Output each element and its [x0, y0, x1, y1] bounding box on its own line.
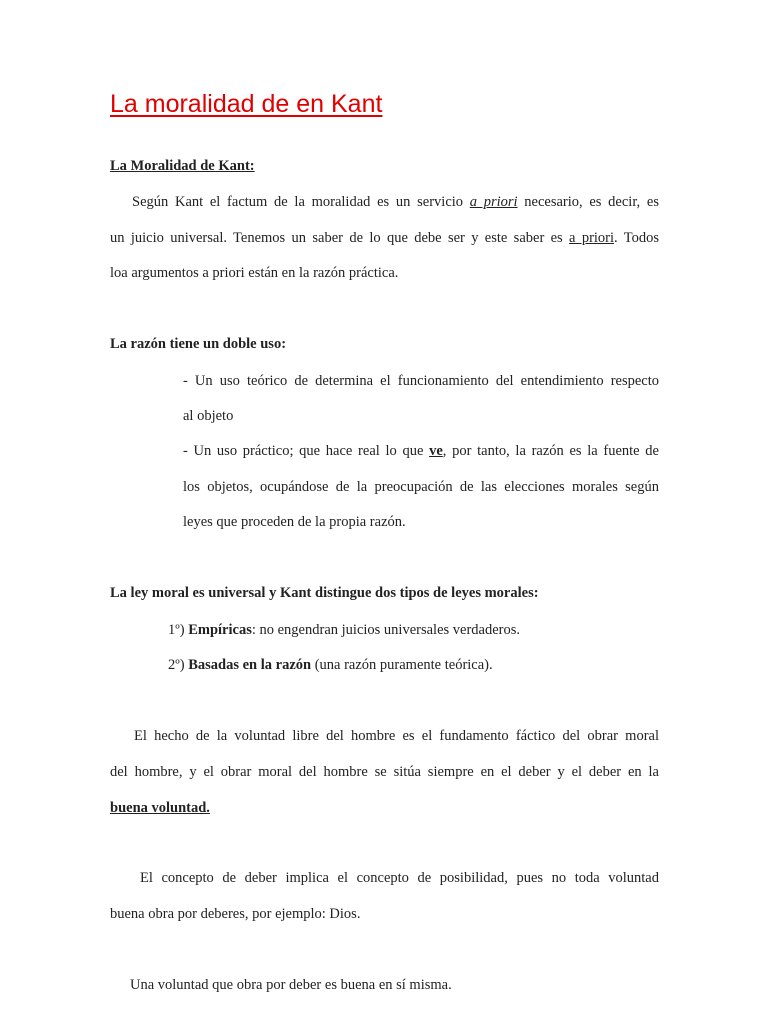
- text-run: El hecho de la voluntad libre del hombre es el fundamento fáctico del obrar moral: [134, 728, 659, 744]
- list-item-line: al objeto: [183, 408, 234, 424]
- section-heading-razon: La razón tiene un doble uso:: [110, 336, 287, 352]
- term-basadas-razon: Basadas en la razón: [188, 657, 312, 673]
- list-item-basadas: [168, 656, 493, 674]
- text-run: necesario, es decir, es: [517, 194, 659, 210]
- paragraph-line: [110, 229, 659, 247]
- document-title: La moralidad de en Kant: [110, 90, 383, 118]
- item-number: 2º): [168, 657, 189, 673]
- underlined-ve: ve: [429, 443, 443, 459]
- text-run: : no engendran juicios universales verdaderos.: [251, 622, 521, 638]
- text-run: - Un uso práctico; que hace real lo que: [183, 443, 430, 459]
- emphasis-a-priori: a priori: [469, 194, 518, 210]
- paragraph-line: [110, 193, 659, 211]
- list-item-line: leyes que proceden de la propia razón.: [183, 514, 406, 530]
- list-item-line: - Un uso teórico de determina el funcionamiento del entendimiento respecto: [183, 373, 659, 389]
- item-number: 1º): [168, 622, 189, 638]
- paragraph-line: [110, 869, 659, 887]
- term-empiricas: Empíricas: [188, 622, 252, 638]
- paragraph-line: buena obra por deberes, por ejemplo: Dios.: [110, 906, 361, 922]
- list-item-line: [183, 442, 659, 460]
- text-run: , por tanto, la razón es la fuente de: [442, 443, 659, 459]
- section-heading-ley-moral: La ley moral es universal y Kant distingue dos tipos de leyes morales:: [110, 585, 539, 601]
- paragraph-line: del hombre, y el obrar moral del hombre se sitúa siempre en el deber y el deber en la: [110, 764, 659, 780]
- underlined-a-priori: a priori: [569, 230, 615, 246]
- text-run: (una razón puramente teórica).: [311, 657, 493, 673]
- text-run: un juicio universal. Tenemos un saber de lo que debe ser y este saber es: [110, 230, 570, 246]
- list-item-empiricas: [168, 621, 520, 639]
- text-run: . Todos: [614, 230, 659, 246]
- paragraph-line: loa argumentos a priori están en la razón práctica.: [110, 265, 399, 281]
- text-run: Según Kant el factum de la moralidad es un servicio: [132, 194, 470, 210]
- emphasis-buena-voluntad: buena voluntad.: [110, 800, 210, 816]
- list-item-line: los objetos, ocupándose de la preocupación de las elecciones morales según: [183, 479, 659, 495]
- paragraph-line: Una voluntad que obra por deber es buena en sí misma.: [130, 977, 452, 993]
- section-heading-moralidad: La Moralidad de Kant:: [110, 158, 255, 174]
- paragraph-line: [110, 727, 659, 745]
- text-run: El concepto de deber implica el concepto de posibilidad, pues no toda voluntad: [140, 870, 659, 886]
